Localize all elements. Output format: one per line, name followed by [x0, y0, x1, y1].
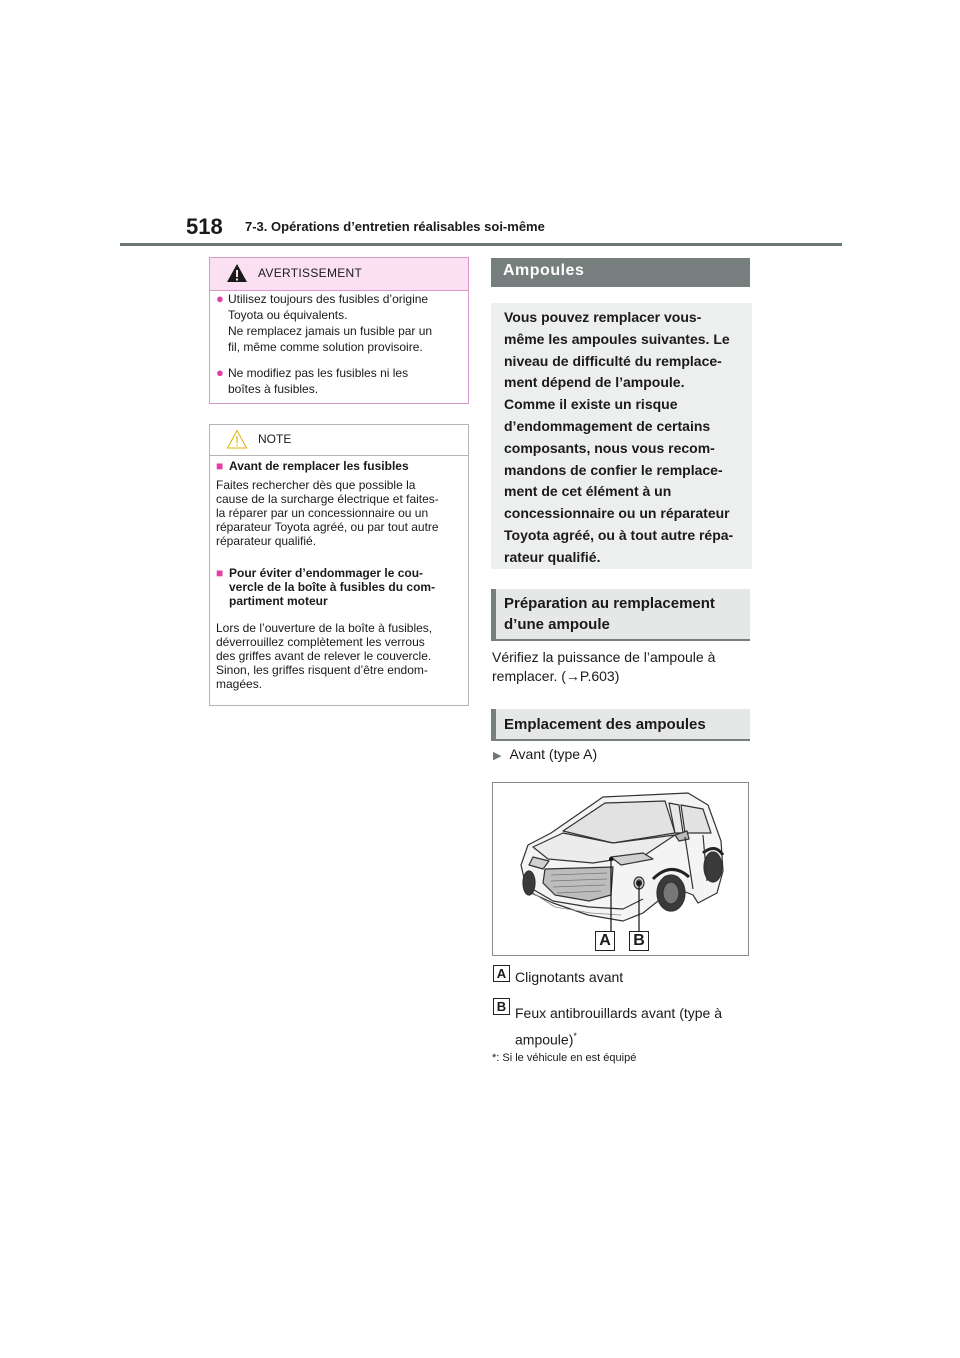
- legend-badge-a: A: [493, 965, 510, 982]
- avant-subheading: [493, 746, 597, 762]
- warning-title: AVERTISSEMENT: [258, 266, 363, 280]
- square-bullet-icon: ■: [216, 566, 224, 580]
- note-header: [210, 425, 468, 456]
- figure-label-b: B: [629, 931, 649, 951]
- preparation-text: Vérifiez la puissance de l’ampoule à remplacer. (→P.603): [492, 649, 716, 684]
- warning-item: [216, 365, 461, 397]
- square-bullet-icon: ■: [216, 459, 224, 473]
- note-subheading-text: Pour éviter d’endommager le cou- vercle de la boîte à fusibles du com- partiment moteur: [229, 566, 436, 608]
- warning-triangle-icon: [226, 263, 248, 283]
- preparation-heading-text: Préparation au remplacement d’une ampoule: [504, 595, 715, 633]
- ampoules-banner-title: Ampoules: [503, 262, 585, 279]
- intro-text: Vous pouvez remplacer vous- même les ampoules suivantes. Le niveau de difficulté du remplace- ment dépend de l’ampoule. Comme il existe un risque d’endommagement de certains composants, nous vous recom- mandons de confier le remplace- ment de cet élément à un concessionnaire ou un réparateur Toyota agréé, ou à tout autre répa- rateur qualifié.: [504, 309, 734, 565]
- note-box: [209, 424, 469, 706]
- bullet-icon: ●: [216, 365, 224, 380]
- avant-subheading-text: Avant (type A): [509, 746, 598, 762]
- note-paragraph: Faites rechercher dès que possible la cause de la surcharge électrique et faites- la réparer par un concessionnaire ou un réparateur Toyota agréé, ou par tout autre réparateur qualifié.: [216, 478, 439, 548]
- caution-triangle-icon: [226, 429, 248, 449]
- car-illustration: [493, 783, 748, 955]
- emplacement-heading: [491, 709, 750, 741]
- emplacement-heading-text: Emplacement des ampoules: [504, 716, 706, 733]
- intro-box: [491, 303, 752, 569]
- legend-text-b-body: Feux antibrouillards avant (type à ampoule): [515, 1005, 722, 1048]
- bullet-icon: ●: [216, 291, 224, 306]
- triangle-arrow-icon: ▶: [493, 750, 502, 762]
- warning-item: [216, 291, 461, 355]
- ampoules-banner: [491, 258, 750, 287]
- warning-item-text: Utilisez toujours des fusibles d’origine Toyota ou équivalents. Ne remplacez jamais un fusible par un fil, même comme solution provisoire.: [228, 292, 433, 354]
- note-title: NOTE: [258, 432, 292, 446]
- warning-box: [209, 257, 469, 404]
- footnote-text: : Si le véhicule en est équipé: [496, 1052, 637, 1064]
- note-subheading-text: Avant de remplacer les fusibles: [229, 459, 409, 473]
- header-rule: [120, 243, 842, 246]
- page-number: 518: [186, 214, 223, 239]
- note-subheading: [216, 566, 461, 608]
- legend-badge-b: B: [493, 998, 510, 1015]
- footnote: [492, 1052, 636, 1064]
- note-subheading: [216, 459, 461, 473]
- figure-label-a: A: [595, 931, 615, 951]
- footnote-mark: *: [492, 1052, 497, 1064]
- heading-bar: [491, 589, 496, 639]
- legend-text-a: Clignotants avant: [515, 969, 624, 985]
- section-title: 7-3. Opérations d’entretien réalisables soi-même: [245, 219, 545, 234]
- preparation-heading: [491, 589, 750, 641]
- car-front-figure: [492, 782, 749, 956]
- warning-item-text: Ne modifiez pas les fusibles ni les boîtes à fusibles.: [228, 366, 409, 396]
- warning-header: [210, 258, 468, 291]
- note-paragraph: Lors de l’ouverture de la boîte à fusibles, déverrouillez complètement les verrous des griffes avant de relever le couvercle. Sinon, les griffes risquent d’être endom- magées.: [216, 621, 433, 691]
- legend-text-b: [515, 1002, 722, 1052]
- heading-bar: [491, 709, 496, 739]
- legend-footnote-mark: *: [573, 1031, 577, 1041]
